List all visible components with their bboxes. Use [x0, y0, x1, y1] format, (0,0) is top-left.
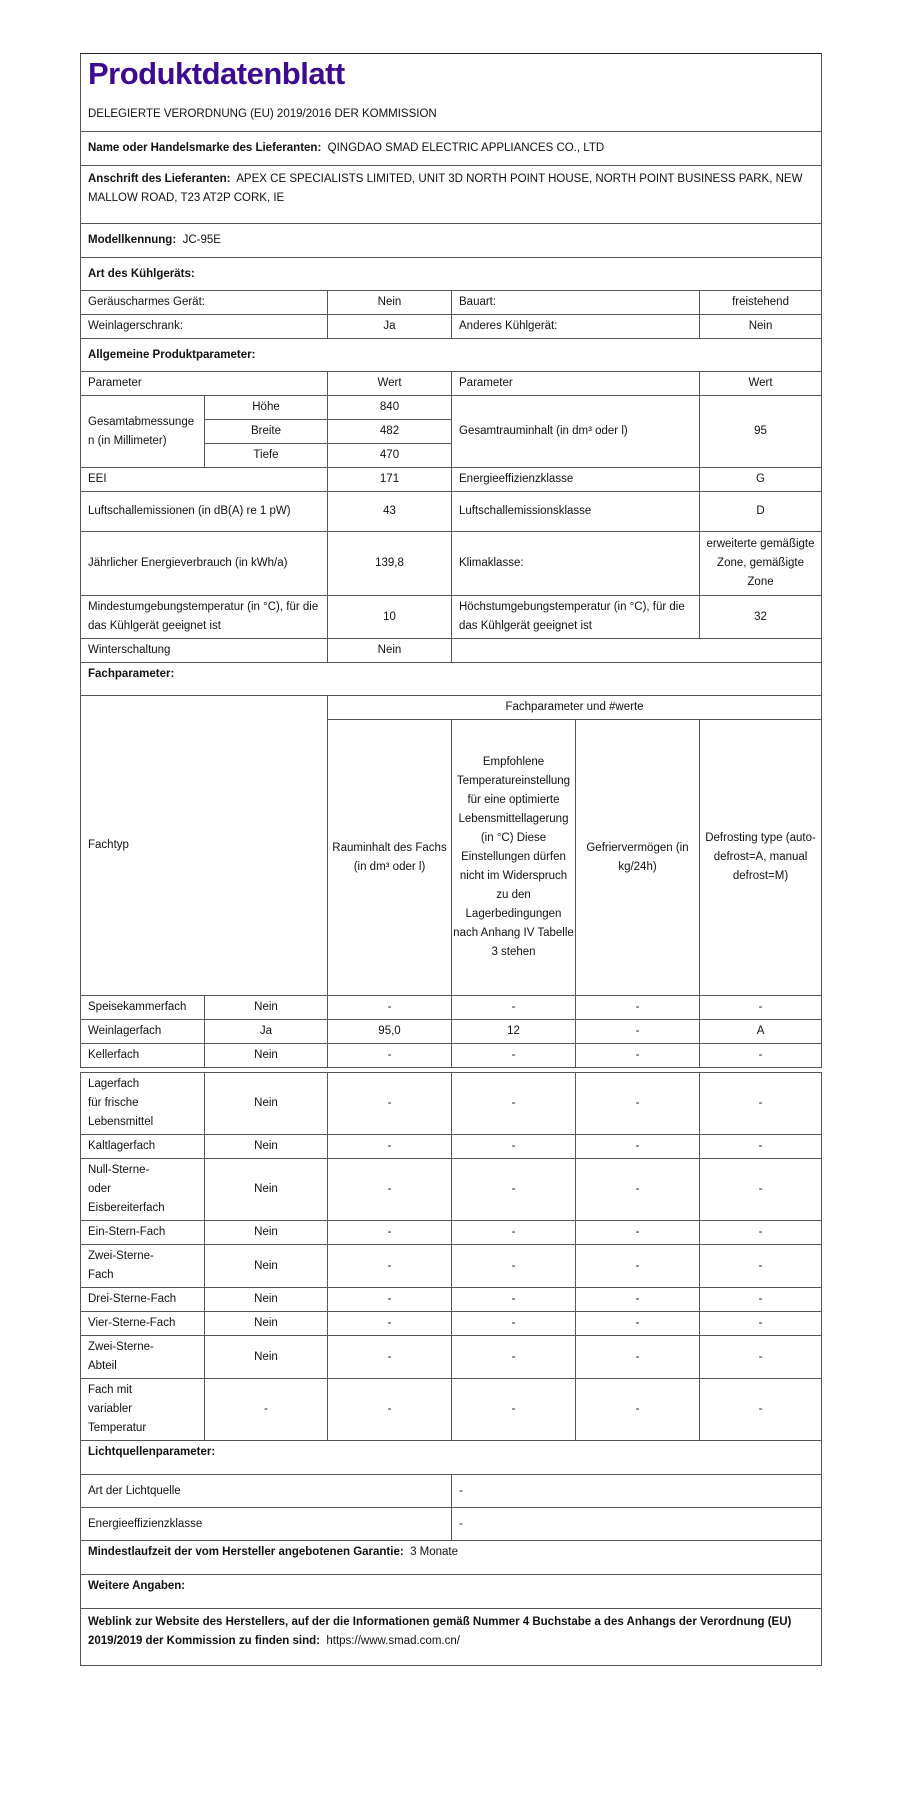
compartment-type: Drei-Sterne-Fach — [81, 1288, 205, 1312]
table-row — [81, 1288, 822, 1312]
compartment-freeze: - — [576, 1312, 700, 1336]
compartment-temp: - — [452, 1336, 576, 1379]
general-params-heading: Allgemeine Produktparameter: — [81, 339, 822, 372]
compartment-volume: - — [328, 1044, 452, 1068]
total-volume-value: 95 — [700, 396, 822, 468]
compartment-volume: - — [328, 1159, 452, 1221]
compartment-temp: - — [452, 1221, 576, 1245]
compartment-freeze: - — [576, 1288, 700, 1312]
compartment-volume: - — [328, 1245, 452, 1288]
compartment-type: Ein-Stern-Fach — [81, 1221, 205, 1245]
compartment-temp: - — [452, 996, 576, 1020]
noise-value: 43 — [328, 492, 452, 532]
compartment-volume: - — [328, 996, 452, 1020]
compartment-type: Kaltlagerfach — [81, 1135, 205, 1159]
compartment-present: Nein — [205, 1159, 328, 1221]
col-header-parameter-right: Parameter — [452, 372, 700, 396]
warranty-value: 3 Monate — [410, 1546, 459, 1558]
compartment-defrost: - — [700, 1379, 822, 1441]
compartment-present: Nein — [205, 996, 328, 1020]
empty-cell — [452, 639, 822, 663]
compartment-type: Zwei-Sterne-Fach — [81, 1245, 205, 1288]
compartment-present: Nein — [205, 1288, 328, 1312]
other-appliance-value: Nein — [700, 315, 822, 339]
compartment-temp: - — [452, 1135, 576, 1159]
compartment-present: Nein — [205, 1135, 328, 1159]
compartment-present: Nein — [205, 1073, 328, 1135]
noise-label: Luftschallemissionen (in dB(A) re 1 pW) — [81, 492, 328, 532]
climate-class-label: Klimaklasse: — [452, 532, 700, 596]
min-temp-label: Mindestumgebungstemperatur (in °C), für die das Kühlgerät geeignet ist — [81, 596, 328, 639]
compartment-present: Nein — [205, 1336, 328, 1379]
table-row — [81, 1221, 822, 1245]
light-energy-class-label: Energieeffizienzklasse — [81, 1508, 452, 1541]
table-row — [81, 1044, 822, 1068]
supplier-address-label: Anschrift des Lieferanten: — [88, 173, 231, 185]
compartment-type: Vier-Sterne-Fach — [81, 1312, 205, 1336]
table-row — [81, 1336, 822, 1379]
compartment-defrost: - — [700, 1044, 822, 1068]
climate-class-value: erweiterte gemäßigte Zone, gemäßigte Zone — [700, 532, 822, 596]
sheet-table-bottom — [80, 1072, 822, 1666]
table-row — [81, 1135, 822, 1159]
col-header-volume: Rauminhalt des Fachs (in dm³ oder l) — [328, 720, 452, 996]
weblink-url[interactable]: https://www.smad.com.cn/ — [326, 1635, 460, 1647]
compartment-defrost: - — [700, 1245, 822, 1288]
wine-cabinet-label: Weinlagerschrank: — [81, 315, 328, 339]
table-row — [81, 1159, 822, 1221]
design-type-value: freistehend — [700, 291, 822, 315]
compartment-volume: - — [328, 1073, 452, 1135]
col-header-defrost-type: Defrosting type (auto-defrost=A, manual defrost=M) — [700, 720, 822, 996]
compartment-temp: 12 — [452, 1020, 576, 1044]
noise-class-value: D — [700, 492, 822, 532]
eei-label: EEI — [81, 468, 328, 492]
annual-energy-value: 139,8 — [328, 532, 452, 596]
winter-switch-value: Nein — [328, 639, 452, 663]
compartment-present: - — [205, 1379, 328, 1441]
min-temp-value: 10 — [328, 596, 452, 639]
table-row — [81, 1073, 822, 1135]
max-temp-value: 32 — [700, 596, 822, 639]
col-header-group: Fachparameter und #werte — [328, 696, 822, 720]
width-value: 482 — [328, 420, 452, 444]
light-source-heading: Lichtquellenparameter: — [81, 1441, 822, 1475]
col-header-value-right: Wert — [700, 372, 822, 396]
compartment-type: Null-Sterne- oder Eisbereiterfach — [81, 1159, 205, 1221]
compartment-volume: - — [328, 1379, 452, 1441]
further-info-heading: Weitere Angaben: — [81, 1575, 822, 1609]
compartment-defrost: - — [700, 1159, 822, 1221]
supplier-name-label: Name oder Handelsmarke des Lieferanten: — [88, 142, 322, 154]
compartment-defrost: - — [700, 1221, 822, 1245]
compartment-freeze: - — [576, 1379, 700, 1441]
compartment-type: Fach mit variabler Temperatur — [81, 1379, 205, 1441]
compartment-defrost: - — [700, 1135, 822, 1159]
compartment-present: Nein — [205, 1312, 328, 1336]
compartment-type: Lagerfach für frische Lebensmittel — [81, 1073, 205, 1135]
compartment-temp: - — [452, 1245, 576, 1288]
compartment-freeze: - — [576, 996, 700, 1020]
col-header-value-left: Wert — [328, 372, 452, 396]
compartment-volume: - — [328, 1135, 452, 1159]
low-noise-value: Nein — [328, 291, 452, 315]
product-data-sheet — [80, 53, 821, 1666]
compartment-freeze: - — [576, 1020, 700, 1044]
wine-cabinet-value: Ja — [328, 315, 452, 339]
model-value: JC-95E — [182, 234, 221, 246]
winter-switch-label: Winterschaltung — [81, 639, 328, 663]
compartment-present: Ja — [205, 1020, 328, 1044]
page-title: Produktdatenblatt — [88, 56, 345, 91]
compartment-temp: - — [452, 1159, 576, 1221]
energy-class-label: Energieeffizienzklasse — [452, 468, 700, 492]
weblink-row — [81, 1609, 822, 1666]
compartment-volume: 95,0 — [328, 1020, 452, 1044]
compartment-type: Weinlagerfach — [81, 1020, 205, 1044]
compartment-type: Speisekammerfach — [81, 996, 205, 1020]
height-label: Höhe — [205, 396, 328, 420]
light-source-type-value: - — [452, 1475, 822, 1508]
model-label: Modellkennung: — [88, 234, 177, 246]
table-row — [81, 996, 822, 1020]
col-header-freezing-capacity: Gefriervermögen (in kg/24h) — [576, 720, 700, 996]
compartment-temp: - — [452, 1044, 576, 1068]
design-type-label: Bauart: — [452, 291, 700, 315]
compartment-defrost: - — [700, 1288, 822, 1312]
depth-label: Tiefe — [205, 444, 328, 468]
compartment-defrost: - — [700, 1312, 822, 1336]
appliance-type-heading: Art des Kühlgeräts: — [81, 258, 822, 291]
annual-energy-label: Jährlicher Energieverbrauch (in kWh/a) — [81, 532, 328, 596]
sheet-table-top — [80, 53, 822, 1068]
low-noise-label: Geräuscharmes Gerät: — [81, 291, 328, 315]
table-row — [81, 1312, 822, 1336]
compartment-freeze: - — [576, 1073, 700, 1135]
max-temp-label: Höchstumgebungstemperatur (in °C), für die das Kühlgerät geeignet ist — [452, 596, 700, 639]
total-volume-label: Gesamtrauminhalt (in dm³ oder l) — [452, 396, 700, 468]
compartment-params-heading: Fachparameter: — [81, 663, 822, 696]
compartment-freeze: - — [576, 1159, 700, 1221]
warranty-label: Mindestlaufzeit der vom Hersteller angebotenen Garantie: — [88, 1546, 404, 1558]
supplier-name-row — [81, 132, 822, 166]
table-row — [81, 1379, 822, 1441]
compartment-volume: - — [328, 1312, 452, 1336]
compartment-volume: - — [328, 1288, 452, 1312]
compartment-temp: - — [452, 1073, 576, 1135]
compartment-type: Kellerfach — [81, 1044, 205, 1068]
compartment-freeze: - — [576, 1135, 700, 1159]
width-label: Breite — [205, 420, 328, 444]
height-value: 840 — [328, 396, 452, 420]
compartment-volume: - — [328, 1221, 452, 1245]
weblink-label: Weblink zur Website des Herstellers, auf der die Informationen gemäß Nummer 4 Buchstabe a des Anhangs der Verordnung (EU) 2019/2019 der Kommission zu finden sind: — [88, 1616, 792, 1647]
compartment-type: Zwei-Sterne-Abteil — [81, 1336, 205, 1379]
supplier-address-row — [81, 166, 822, 224]
eei-value: 171 — [328, 468, 452, 492]
noise-class-label: Luftschallemissionsklasse — [452, 492, 700, 532]
dimensions-label: Gesamtabmessungen (in Millimeter) — [81, 396, 205, 468]
compartment-temp: - — [452, 1312, 576, 1336]
compartment-freeze: - — [576, 1245, 700, 1288]
table-row — [81, 1020, 822, 1044]
compartment-volume: - — [328, 1336, 452, 1379]
compartment-freeze: - — [576, 1221, 700, 1245]
compartment-temp: - — [452, 1379, 576, 1441]
compartment-present: Nein — [205, 1245, 328, 1288]
compartment-defrost: - — [700, 1336, 822, 1379]
supplier-name-value: QINGDAO SMAD ELECTRIC APPLIANCES CO., LTD — [327, 142, 605, 154]
col-header-compartment-type: Fachtyp — [81, 696, 328, 996]
col-header-temperature: Empfohlene Temperatureinstellung für eine optimierte Lebensmittellagerung (in °C) Diese Einstellungen dürfen nicht im Widerspruch zu den Lagerbedingungen nach Anhang IV Tabelle 3 stehen — [452, 720, 576, 996]
warranty-row — [81, 1541, 822, 1575]
compartment-freeze: - — [576, 1336, 700, 1379]
compartment-defrost: - — [700, 1073, 822, 1135]
model-row — [81, 224, 822, 258]
supplier-address-value: APEX CE SPECIALISTS LIMITED, UNIT 3D NORTH POINT HOUSE, NORTH POINT BUSINESS PARK, NEW MALLOW ROAD, T23 AT2P CORK, IE — [88, 173, 803, 204]
light-source-type-label: Art der Lichtquelle — [81, 1475, 452, 1508]
compartment-defrost: A — [700, 1020, 822, 1044]
compartment-defrost: - — [700, 996, 822, 1020]
other-appliance-label: Anderes Kühlgerät: — [452, 315, 700, 339]
compartment-present: Nein — [205, 1221, 328, 1245]
title-cell — [81, 54, 822, 99]
compartment-freeze: - — [576, 1044, 700, 1068]
light-energy-class-value: - — [452, 1508, 822, 1541]
col-header-parameter-left: Parameter — [81, 372, 328, 396]
compartment-temp: - — [452, 1288, 576, 1312]
compartment-present: Nein — [205, 1044, 328, 1068]
depth-value: 470 — [328, 444, 452, 468]
regulation-text: DELEGIERTE VERORDNUNG (EU) 2019/2016 DER KOMMISSION — [81, 98, 822, 132]
energy-class-value: G — [700, 468, 822, 492]
table-row — [81, 1245, 822, 1288]
